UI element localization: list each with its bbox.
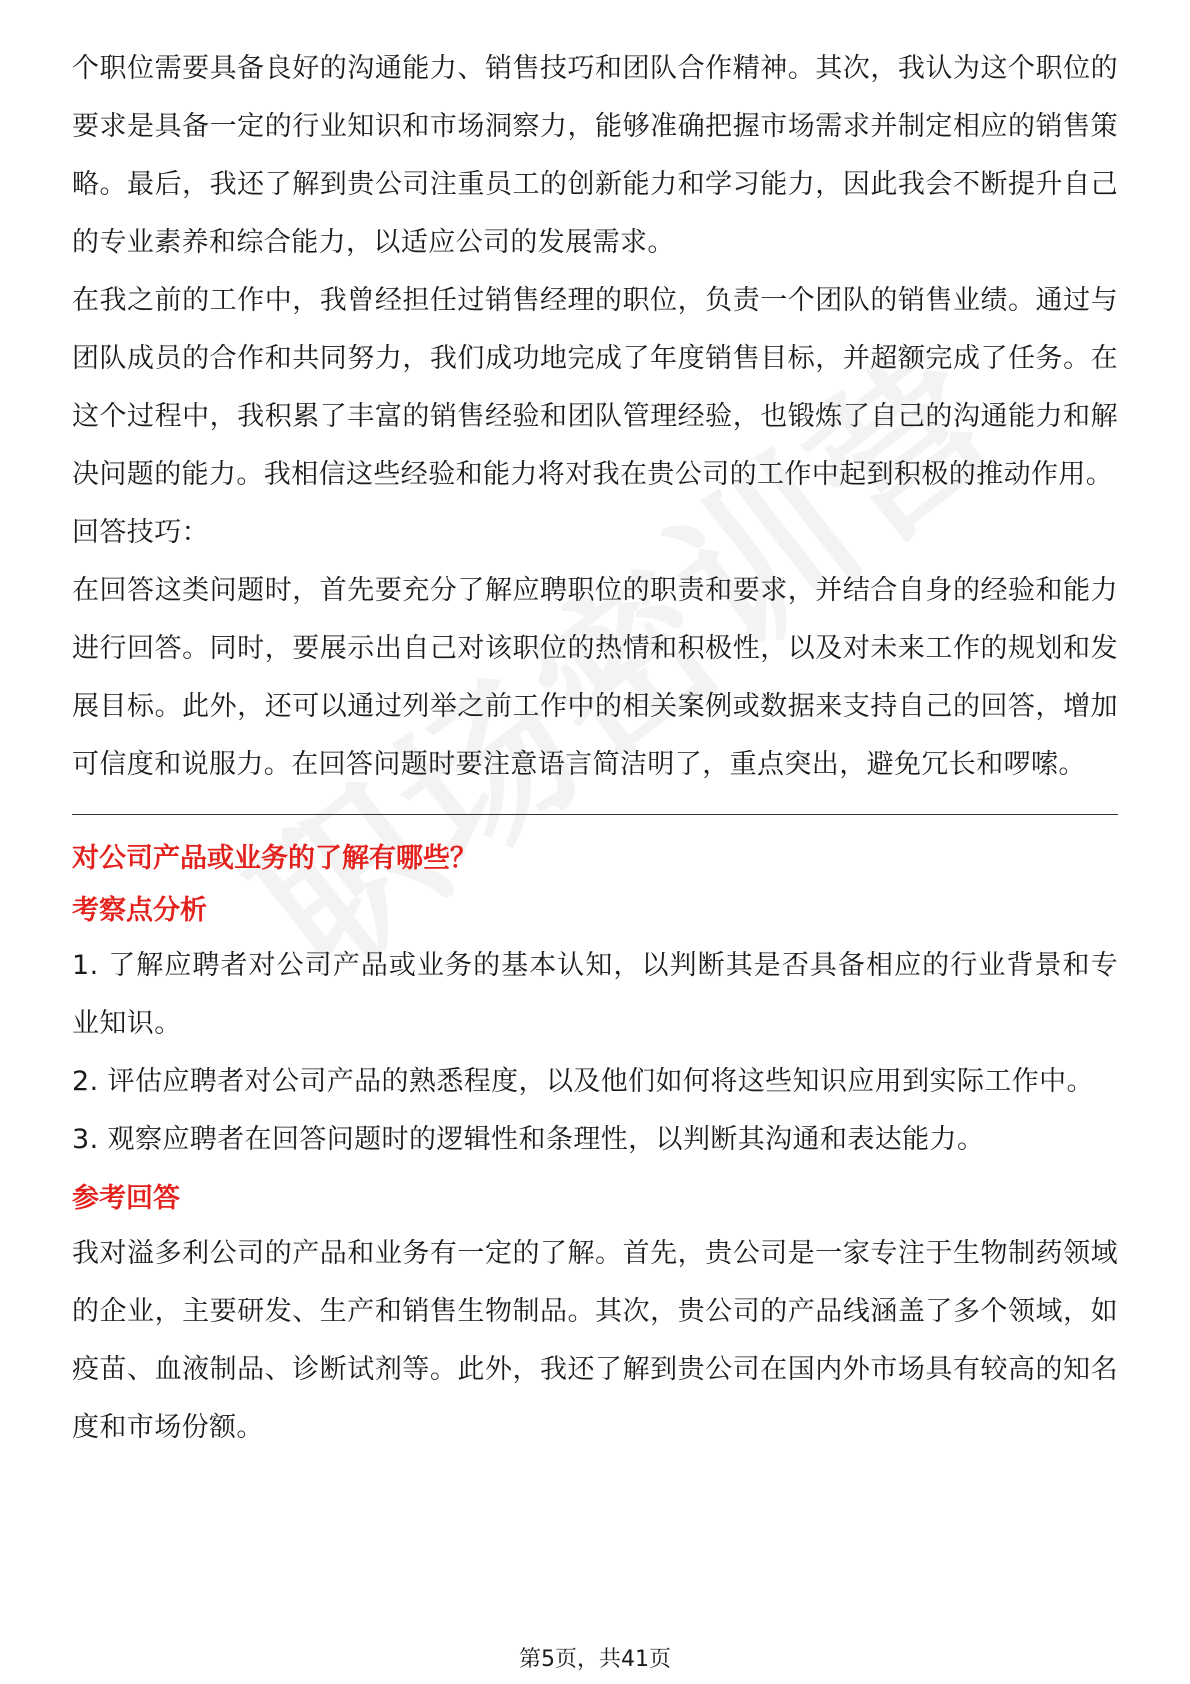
paragraph-experience: 在我之前的工作中，我曾经担任过销售经理的职位，负责一个团队的销售业绩。通过与团队成员的合作和共同努力，我们成功地完成了年度销售目标，并超额完成了任务。在这个过程中，我积累了丰富的销售经验和团队管理经验，也锻炼了自己的沟通能力和解决问题的能力。我相信这些经验和能力将对我在贵公司的工作中起到积极的推动作用。	[72, 285, 1118, 490]
analysis-item-1: 1. 了解应聘者对公司产品或业务的基本认知，以判断其是否具备相应的行业背景和专业知识。	[72, 950, 1118, 1039]
document-page	[72, 40, 1118, 1457]
answer-heading: 参考回答	[72, 1183, 180, 1214]
paragraph-role-understanding: 个职位需要具备良好的沟通能力、销售技巧和团队合作精神。其次，我认为这个职位的要求是具备一定的行业知识和市场洞察力，能够准确把握市场需求并制定相应的销售策略。最后，我还了解到贵公司注重员工的创新能力和学习能力，因此我会不断提升自己的专业素养和综合能力，以适应公司的发展需求。	[72, 53, 1118, 258]
analysis-heading: 考察点分析	[72, 895, 207, 926]
question-heading: 对公司产品或业务的了解有哪些？	[72, 843, 477, 874]
analysis-item-3: 3. 观察应聘者在回答问题时的逻辑性和条理性，以判断其沟通和表达能力。	[72, 1124, 985, 1155]
section-divider	[72, 814, 1118, 815]
page-footer: 第5页，共41页	[519, 1647, 671, 1672]
answer-text: 我对溢多利公司的产品和业务有一定的了解。首先，贵公司是一家专注于生物制药领域的企业，主要研发、生产和销售生物制品。其次，贵公司的产品线涵盖了多个领域，如疫苗、血液制品、诊断试剂等。此外，我还了解到贵公司在国内外市场具有较高的知名度和市场份额。	[72, 1238, 1118, 1443]
paragraph-tips-label: 回答技巧：	[72, 517, 209, 548]
analysis-item-2: 2. 评估应聘者对公司产品的熟悉程度，以及他们如何将这些知识应用到实际工作中。	[72, 1066, 1094, 1097]
paragraph-tips: 在回答这类问题时，首先要充分了解应聘职位的职责和要求，并结合自身的经验和能力进行回答。同时，要展示出自己对该职位的热情和积极性，以及对未来工作的规划和发展目标。此外，还可以通过列举之前工作中的相关案例或数据来支持自己的回答，增加可信度和说服力。在回答问题时要注意语言简洁明了，重点突出，避免冗长和啰嗦。	[72, 575, 1118, 780]
